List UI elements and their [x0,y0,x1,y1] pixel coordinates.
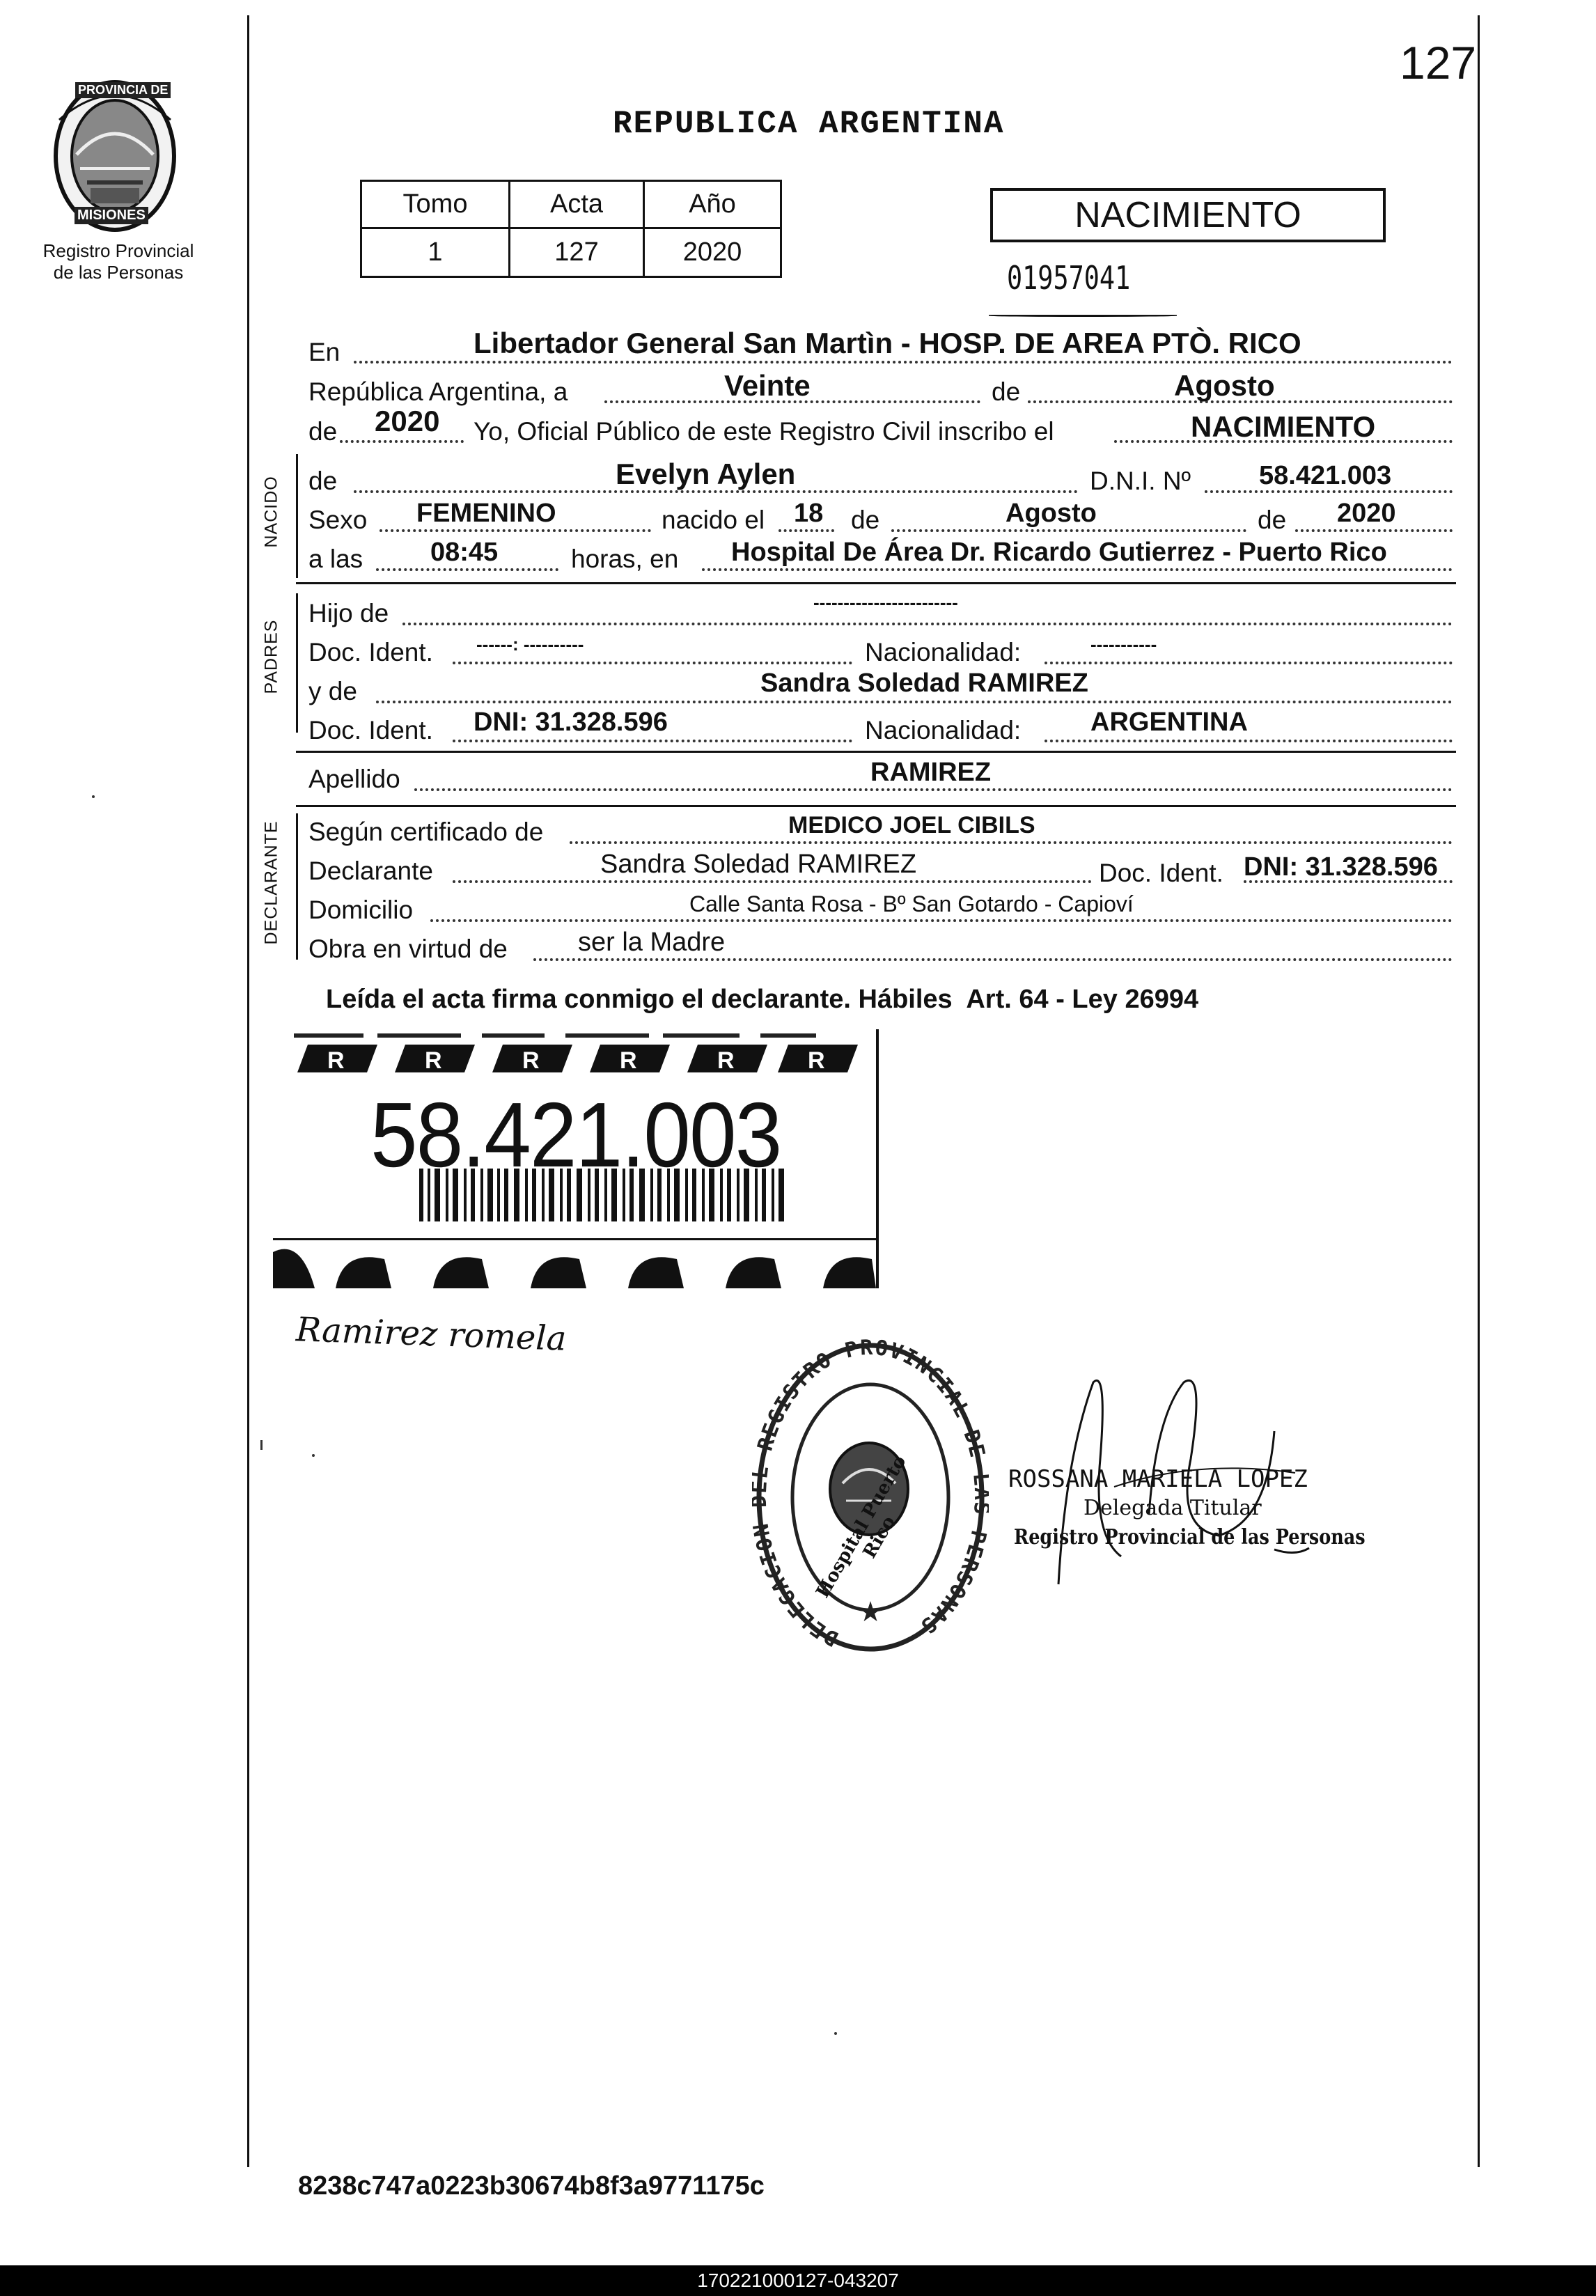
birth-time-value: 08:45 [430,538,499,567]
official-title: Delegada Titular [1083,1496,1262,1520]
dots [354,490,1078,493]
stamp-inner-text: Hospital Puerto Rico [812,1452,911,1602]
padres-bracket [296,593,298,733]
table-header-anio: Año [644,181,781,228]
footer-bar [0,2265,1596,2296]
de-year-label: de [308,417,338,446]
hijo-de-label: Hijo de [308,599,389,627]
svg-text:R: R [620,1047,637,1074]
nacido-section-label: NACIDO [261,476,281,548]
de-birthyear-label: de [1258,506,1287,534]
de-label: de [992,377,1021,406]
y-de-label: y de [308,677,357,705]
dots [340,440,464,443]
mother-value: Sandra Soledad RAMIREZ [760,669,1088,698]
hash-code: 8238c747a0223b30674b8f3a9771175c [298,2171,765,2201]
domicilio-label: Domicilio [308,896,414,924]
father-nac-value: ----------- [1090,634,1157,655]
sticker-number: 58.421.003 [370,1084,781,1186]
svg-text:R: R [425,1047,442,1074]
record-type-box [990,188,1386,242]
obra-label: Obra en virtud de [308,935,508,963]
dni-sticker [273,1029,879,1288]
en-label: En [308,338,341,366]
mother-doc-value: DNI: 31.328.596 [474,708,668,737]
svg-text:R: R [717,1047,735,1074]
dots [1295,529,1453,532]
agency-line-2: de las Personas [53,262,184,283]
dots [453,740,852,742]
dots [430,919,1453,922]
apellido-value: RAMIREZ [870,758,992,787]
declarante-section-label: DECLARANTE [261,820,281,945]
mother-nac-value: ARGENTINA [1090,708,1248,737]
divider [296,805,1456,807]
closing-text: Leída el acta firma conmigo el declarante. Hábiles Art. 64 - Ley 26994 [326,985,1199,1014]
padres-section-label: PADRES [261,619,281,694]
declarante-doc-label: Doc. Ident. [1099,859,1223,887]
dots [1205,490,1453,493]
child-name-value: Evelyn Aylen [616,458,796,490]
apellido-label: Apellido [308,765,400,793]
nacido-bracket [296,454,298,578]
dots [402,623,1453,625]
table-header-acta: Acta [510,181,644,228]
declarante-label: Declarante [308,857,433,885]
nacido-el-label: nacido el [662,506,765,534]
a-las-label: a las [308,545,363,573]
record-type-label: NACIMIENTO [1074,195,1301,235]
obra-value: ser la Madre [578,928,726,957]
father-doc-value: ------: ---------- [476,634,584,655]
child-dni-value: 58.421.003 [1259,461,1392,490]
father-nac-label: Nacionalidad: [865,638,1022,666]
month-value: Agosto [1174,369,1275,402]
nacido-de-label: de [308,467,338,495]
act-type-value: NACIMIENTO [1191,410,1376,443]
registrar-text: Yo, Oficial Público de este Registro Civil inscribo el [474,417,1054,446]
father-value: ------------------------ [813,592,958,613]
stray-mark [92,795,95,798]
declarant-signature: Ramirez romela [295,1310,568,1359]
dni-label: D.N.I. Nº [1090,467,1191,495]
declarante-bracket [296,813,298,960]
declarante-doc-value: DNI: 31.328.596 [1244,852,1438,882]
mother-nac-label: Nacionalidad: [865,716,1022,744]
table-value-anio: 2020 [644,228,781,277]
svg-text:★: ★ [858,1597,883,1627]
cert-value: MEDICO JOEL CIBILS [788,812,1035,838]
sexo-label: Sexo [308,506,368,534]
birth-day-value: 18 [794,499,824,528]
divider [296,751,1456,753]
dots [891,529,1246,532]
dots [1045,740,1453,742]
svg-text:R: R [327,1047,345,1074]
horas-label: horas, en [571,545,679,573]
record-table [360,180,782,278]
father-doc-label: Doc. Ident. [308,638,433,666]
official-name: ROSSANA MARIELA LOPEZ [1008,1465,1308,1493]
official-agency: Registro Provincial de las Personas [1014,1525,1366,1549]
seal-top-text: PROVINCIA DE [75,82,171,98]
stray-mark [260,1440,263,1450]
serial-underline [989,315,1177,317]
table-header-tomo: Tomo [361,181,510,228]
birth-month-value: Agosto [1006,499,1097,528]
cert-label: Según certificado de [308,818,544,846]
official-stamp [752,1337,989,1664]
dots [1244,880,1453,883]
dots [414,788,1453,791]
dots [702,568,1453,571]
sexo-value: FEMENINO [416,499,556,528]
dots [376,568,558,571]
page-number: 127 [1400,37,1477,88]
dots [354,361,1453,364]
dots [376,701,1453,703]
stamp-ring-text: DELEGACIO REGISTRO PROVINCIAL DE PERSONAS [752,1337,989,1651]
dots [380,529,651,532]
footer-id: 170221000127-043207 [697,2270,899,2291]
day-value: Veinte [724,369,811,402]
declarante-value: Sandra Soledad RAMIREZ [600,850,917,879]
svg-text:R: R [522,1047,540,1074]
agency-line-1: Registro Provincial [42,240,194,261]
year-value: 2020 [375,405,440,437]
dots [779,529,834,532]
divider [296,582,1456,584]
mother-doc-label: Doc. Ident. [308,716,433,744]
seal-bottom-text: MISIONES [75,207,148,224]
left-margin-line [247,15,249,2167]
stray-mark [312,1454,315,1457]
dots [1045,662,1453,664]
stray-mark [834,2032,837,2035]
republica-label: República Argentina, a [308,377,568,406]
dots [453,662,852,664]
dots [533,958,1453,961]
de-month-label: de [851,506,880,534]
dots [570,841,1453,844]
right-margin-line [1478,15,1480,2167]
place-value: Libertador General San Martìn - HOSP. DE AREA PTÒ. RICO [474,327,1301,359]
serial-number: 01957041 [1007,259,1131,297]
birth-year-value: 2020 [1337,499,1396,528]
domicilio-value: Calle Santa Rosa - Bº San Gotardo - Capioví [689,891,1134,916]
birth-place-value: Hospital De Área Dr. Ricardo Gutierrez - Puerto Rico [731,538,1387,567]
table-value-acta: 127 [510,228,644,277]
svg-text:R: R [808,1047,825,1074]
country-title: REPUBLICA ARGENTINA [613,106,1005,142]
table-value-tomo: 1 [361,228,510,277]
dots [453,880,1092,883]
